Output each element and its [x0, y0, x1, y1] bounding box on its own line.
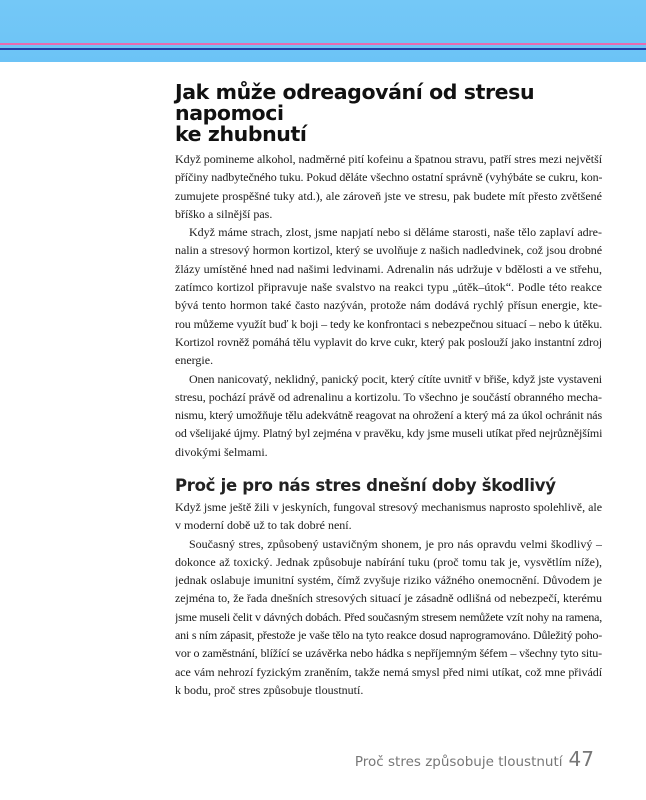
text-line: nismu, který umožňuje tělu adekvátně reagovat na ohrožení a který má za úkol ochránit nás	[175, 408, 602, 423]
text-line: žlázy umístěné hned nad našimi ledvinami. Adrenalin nás udržuje v bdělosti a ve střehu,	[175, 261, 602, 276]
paragraph	[175, 150, 602, 223]
text-line: příčiny nadbytečného tuku. Pokud děláte všechno ostatní správně (vyhýbáte se cukru, kon-	[175, 170, 602, 185]
text-line: Když jsme ještě žili v jeskyních, fungoval stresový mechanismus naprosto spolehlivě, ale	[175, 500, 602, 514]
text-line: k bodu, proč stres způsobuje tloustnutí.	[175, 682, 364, 697]
section-heading: Proč je pro nás stres dnešní doby škodlivý	[175, 476, 556, 495]
text-line: bývá tento hormon také často nazýván, protože nám dodává rychlý přísun energie, kte-	[175, 298, 602, 313]
text-line: Když pomineme alkohol, nadměrné pití kofeinu a špatnou stravu, patří stres mezi největší	[175, 152, 602, 166]
text-line: Onen nanicovatý, neklidný, panický pocit, který cítíte uvnitř v břiše, když jste vystaveni	[189, 371, 602, 386]
section-body	[175, 498, 602, 699]
text-line: v moderní době už to tak dobré není.	[175, 518, 352, 533]
text-line: stresu, pochází právě od adrenalinu a kortizolu. To všechno je součástí obranného mecha-	[175, 389, 602, 404]
text-line: zumujete prospěšné tuky atd.), ale zároveň jste ve stresu, pak budete mít přesto zvětšené	[175, 188, 602, 203]
text-line: bříško a silnější pas.	[175, 206, 273, 221]
navy-rule	[0, 48, 646, 50]
page-footer	[355, 747, 594, 771]
text-line: jednak oslabuje imunitní systém, čímž zvyšuje riziko vážného onemocnění. Důvodem je	[175, 573, 602, 588]
running-title: Proč stres způsobuje tloustnutí	[354, 754, 563, 770]
pink-rule	[0, 43, 646, 45]
paragraph	[175, 498, 602, 535]
text-line: ace vám nehrozí fyzickým zraněním, takže nemá smysl před nimi utíkat, což mne přivádí	[175, 664, 602, 679]
text-line: rou můžeme využít buď k boji – tedy ke konfrontaci s nebezpečnou situací – nebo k útěku.	[175, 316, 602, 331]
text-line: jsme museli čelit v dávných dobách. Před současným stresem nemůžete vzít nohy na ramena,	[175, 609, 602, 624]
text-line: nalin a stresový hormon kortizol, který se uvolňuje z našich nadledvinek, což jsou drobné	[175, 243, 602, 258]
text-line: Když máme strach, zlost, jsme napjatí nebo si děláme starosti, naše tělo zaplaví adre-	[189, 225, 602, 240]
text-line: divokými šelmami.	[175, 444, 268, 459]
text-line: ani s ním zápasit, přestože je vaše tělo na tyto reakce dosud naprogramováno. Důležitý poho-	[175, 628, 602, 643]
page-number: 47	[568, 747, 594, 771]
section-body	[175, 150, 602, 461]
paragraph	[175, 223, 602, 369]
paragraph	[175, 535, 602, 700]
text-line: vor o zaměstnání, blížící se uzávěrka nebo hádka s nepříjemným šéfem – všechny tyto situ-	[175, 646, 602, 661]
text-line: Kortizol rovněž pomáhá tělu vyplavit do krve cukr, který pak poslouží jako instantní zdroj	[175, 334, 602, 349]
text-line: energie.	[175, 353, 214, 368]
text-line: dokonce až toxický. Jednak způsobuje nabírání tuku (proč tomu tak je, vysvětlím níže),	[175, 554, 602, 569]
title-line: Jak může odreagování od stresu napomoci	[175, 80, 535, 125]
text-line: zatímco kortizol připravuje naše svalstvo na reakci typu „útěk–útok“. Podle této reakce	[175, 280, 602, 295]
text-line: od všelijaké újmy. Platný byl zejména v pravěku, kdy jsme museli utíkat před nejrůznějšími	[175, 426, 602, 441]
text-line: zejména to, že řada dnešních stresových situací je zásadně odlišná od nebezpečí, kterému	[175, 591, 602, 606]
paragraph	[175, 370, 602, 461]
header-band	[0, 0, 646, 62]
text-line: Současný stres, způsobený ustavičným shonem, je pro nás opravdu velmi škodlivý –	[189, 536, 602, 551]
title-line: ke zhubnutí	[175, 122, 307, 146]
page-title	[175, 82, 605, 145]
